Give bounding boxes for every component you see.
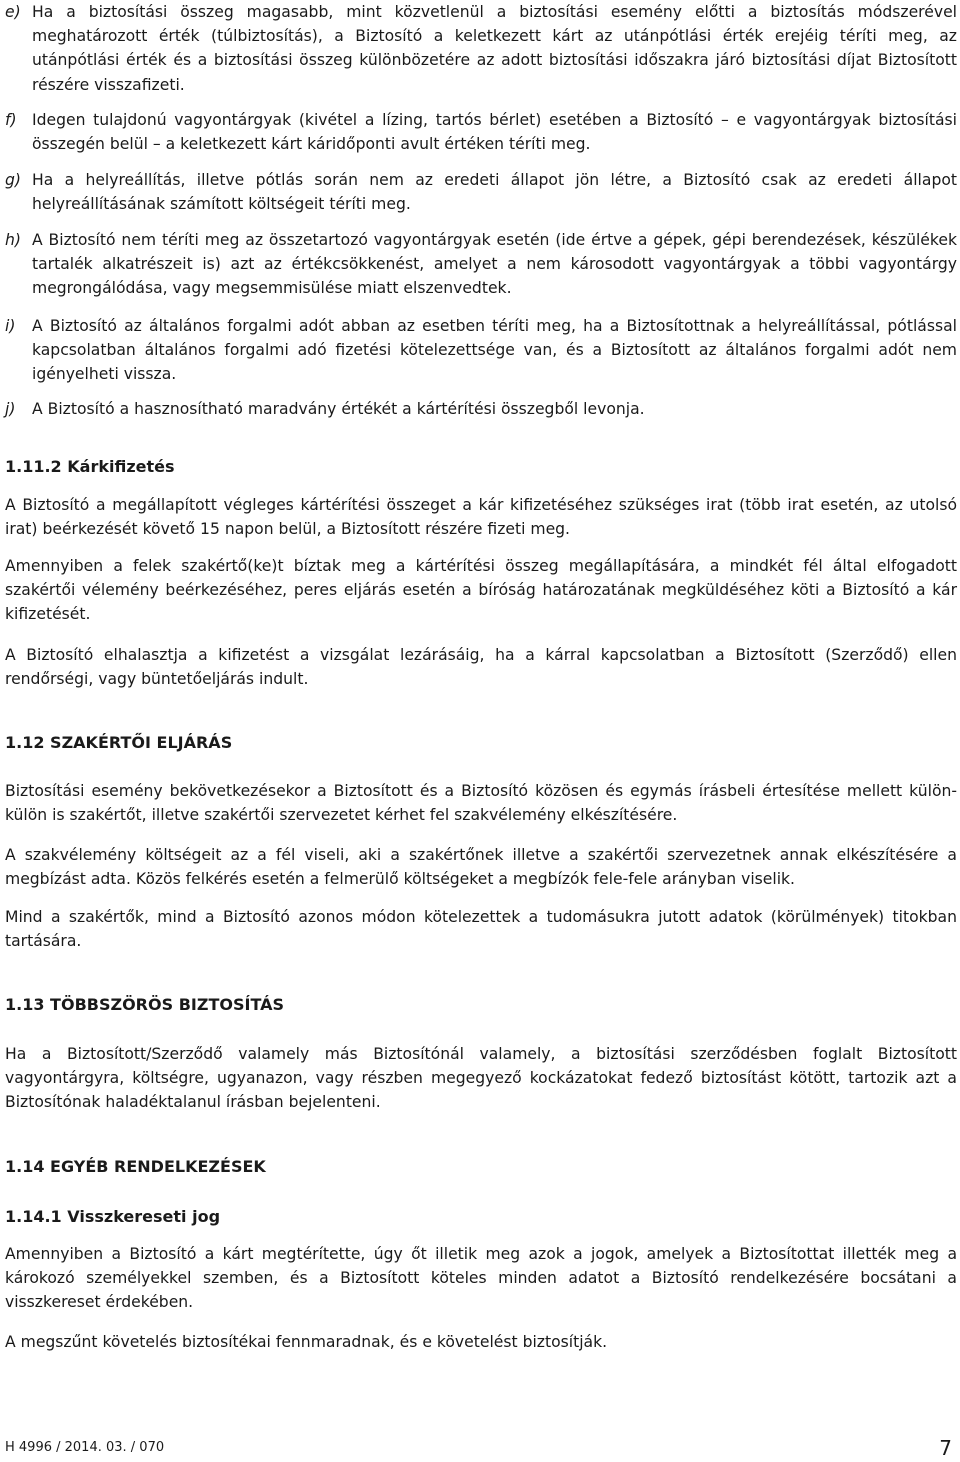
list-marker: i) <box>5 317 16 335</box>
list-item-text: A Biztosító a hasznosítható maradvány értékét a kártérítési összegből levonja. <box>32 400 645 418</box>
section-heading-1-11-2: 1.11.2 Kárkifizetés <box>5 457 175 476</box>
list-item-i <box>5 314 957 387</box>
section-heading-1-13: 1.13 TÖBBSZÖRÖS BIZTOSÍTÁS <box>5 995 285 1014</box>
paragraph: Ha a Biztosított/Szerződő valamely más Biztosítónál valamely, a biztosítási szerződésben foglalt Biztosított vagyontárgyra, költségre, ugyanazon, vagy részben megegyező kockázatokat fedező biztosítást kötött, tartozik azt a Biztosítónak haladéktalanul írásban bejelenteni. <box>5 1045 957 1112</box>
list-item-text: Ha a biztosítási összeg magasabb, mint közvetlenül a biztosítási esemény előtti a biztosítás módszerével meghatározott érték (túlbiztosítás), a Biztosító a keletkezett kárt az utánpótlási érték erejéig téríti meg, az utánpótlási érték és a biztosítási összeg különbözetére az adott biztosítási időszakra járó biztosítási díjat Biztosított részére visszafizeti. <box>32 3 957 94</box>
page-number: 7 <box>939 1436 952 1460</box>
paragraph: A szakvélemény költségeit az a fél viseli, aki a szakértőnek illetve a szakértői szervezetnek annak elkészítésére a megbízást adta. Közös felkérés esetén a felmerülő költségeket a megbízók fele-fele arányban viselik. <box>5 846 957 889</box>
list-marker: h) <box>5 231 21 249</box>
paragraph: Mind a szakértők, mind a Biztosító azonos módon kötelezettek a tudomásukra jutott adatok (körülmények) titokban tartására. <box>5 908 957 951</box>
paragraph: Amennyiben a Biztosító a kárt megtérítette, úgy őt illetik meg azok a jogok, amelyek a Biztosítottat illették meg a károkozó személyekkel szemben, és a Biztosított köteles minden adatot a Biztosító rendelkezésére bocsátani a visszkereset érdekében. <box>5 1245 957 1312</box>
list-item-text: Ha a helyreállítás, illetve pótlás során nem az eredeti állapot jön létre, a Biztosító csak az eredeti állapot helyreállításának számított költségeit téríti meg. <box>32 171 957 214</box>
list-item-g <box>5 168 957 216</box>
list-marker: f) <box>5 111 17 129</box>
list-marker: e) <box>5 3 21 21</box>
list-item-h <box>5 228 957 301</box>
list-item-text: Idegen tulajdonú vagyontárgyak (kivétel a lízing, tartós bérlet) esetében a Biztosító – e vagyontárgyak biztosítási összegén belül – a keletkezett kárt káridőponti avult értéken téríti meg. <box>32 111 957 154</box>
section-heading-1-14-1: 1.14.1 Visszkereseti jog <box>5 1207 221 1226</box>
list-item-text: A Biztosító nem téríti meg az összetartozó vagyontárgyak esetén (ide értve a gépek, gépi berendezések, készülékek tartalék alkatrészeit is) azt az értékcsökkenést, amelyet a nem károsodott vagyontárgyak a többi vagyontárgy megrongálódása, vagy megsemmisülése miatt elszenvedtek. <box>32 231 957 298</box>
section-heading-1-14: 1.14 EGYÉB RENDELKEZÉSEK <box>5 1157 266 1176</box>
list-item-text: A Biztosító az általános forgalmi adót abban az esetben téríti meg, ha a Biztosítottnak a helyreállítással, pótlással kapcsolatban általános forgalmi adó fizetési kötelezettsége van, és a Biztosított az általános forgalmi adót nem igényelheti vissza. <box>32 317 957 384</box>
paragraph: A megszűnt követelés biztosítékai fennmaradnak, és e követelést biztosítják. <box>5 1333 608 1351</box>
list-item-e <box>5 0 957 97</box>
paragraph: Amennyiben a felek szakértő(ke)t bíztak meg a kártérítési összeg megállapítására, a mindkét fél által elfogadott szakértői vélemény beérkezéséhez, peres eljárás esetén a bíróság határozatának megküldéséhez köti a Biztosító a kár kifizetését. <box>5 557 957 624</box>
list-marker: g) <box>5 171 21 189</box>
list-item-j <box>5 397 957 421</box>
paragraph: A Biztosító elhalasztja a kifizetést a vizsgálat lezárásáig, ha a kárral kapcsolatban a Biztosított (Szerződő) ellen rendőrségi, vagy büntetőeljárás indult. <box>5 646 957 689</box>
list-marker: j) <box>5 400 16 418</box>
document-code: H 4996 / 2014. 03. / 070 <box>5 1440 165 1455</box>
paragraph: Biztosítási esemény bekövetkezésekor a Biztosított és a Biztosító közösen és egymás írásbeli értesítése mellett külön-külön is szakértőt, illetve szakértői szervezetet kérhet fel szakvélemény elkészítésére. <box>5 782 957 825</box>
list-item-f <box>5 108 957 156</box>
section-heading-1-12: 1.12 SZAKÉRTŐI ELJÁRÁS <box>5 733 233 752</box>
paragraph: A Biztosító a megállapított végleges kártérítési összeget a kár kifizetéséhez szükséges irat (több irat esetén, az utolsó irat) beérkezését követő 15 napon belül, a Biztosított részére fizeti meg. <box>5 496 957 539</box>
